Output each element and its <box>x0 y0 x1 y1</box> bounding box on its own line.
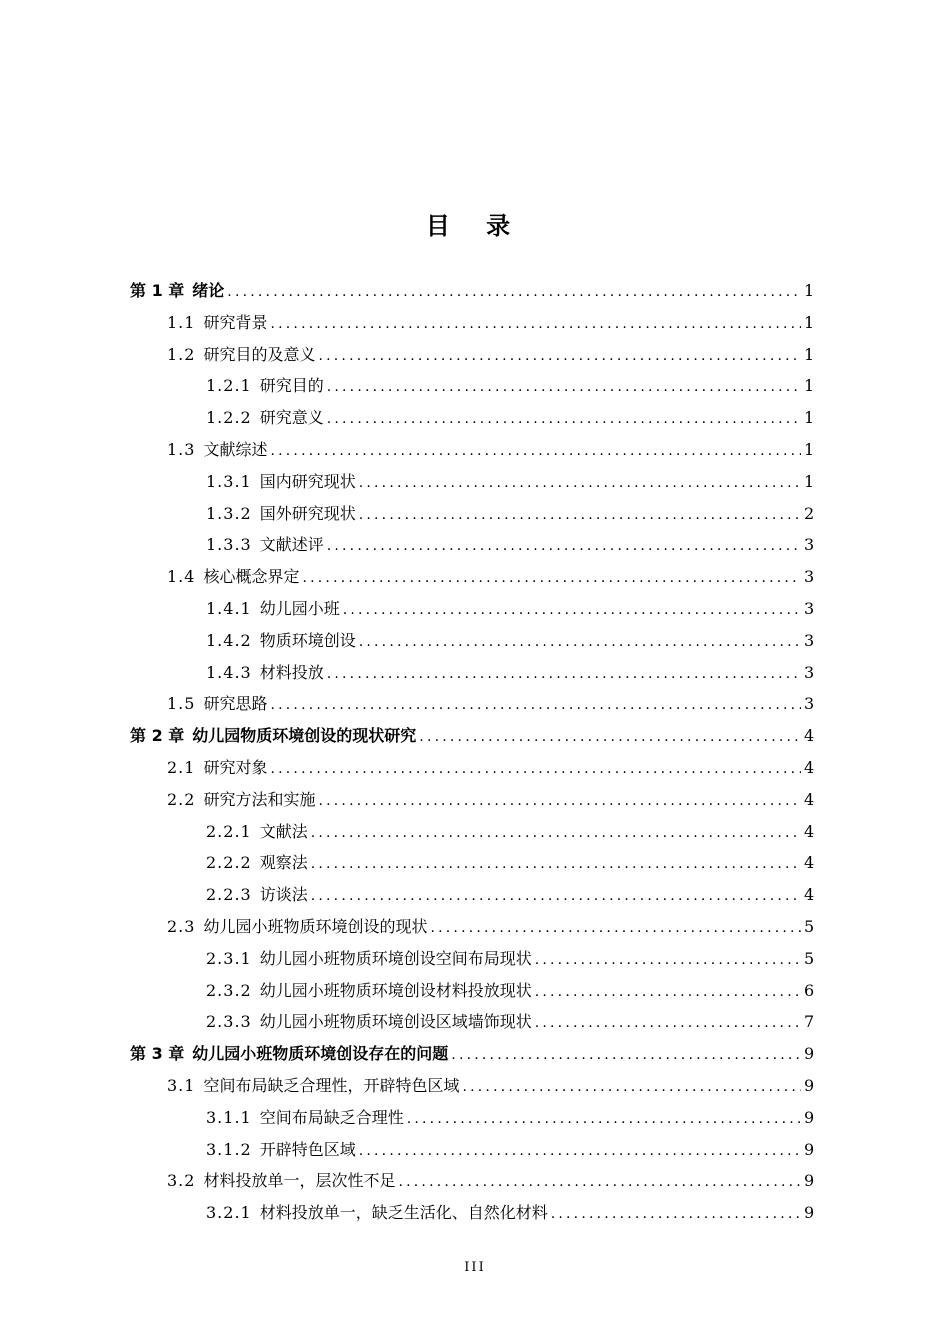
toc-leader-dots <box>419 722 801 754</box>
toc-leader-dots <box>430 913 801 945</box>
toc-entry-number: 1.4.1 <box>206 598 252 618</box>
toc-leader-dots <box>398 1167 801 1199</box>
toc-entry-page: 3 <box>804 567 815 587</box>
toc-leader-dots <box>451 1040 801 1072</box>
toc-entry-text: 材料投放 <box>259 662 324 682</box>
toc-entry-number: 2.2 <box>167 789 196 809</box>
toc-entry-text: 幼儿园小班 <box>259 598 340 618</box>
toc-list <box>130 275 814 1229</box>
toc-entry[interactable] <box>130 307 814 339</box>
toc-entry[interactable] <box>130 434 814 466</box>
toc-entry-label <box>206 370 324 402</box>
toc-entry-text: 观察法 <box>259 853 308 873</box>
toc-entry-label <box>130 720 416 752</box>
toc-entry-text: 研究思路 <box>203 694 268 714</box>
toc-leader-dots <box>551 1199 801 1231</box>
toc-leader-dots <box>535 945 801 977</box>
toc-entry-label <box>206 1134 356 1166</box>
toc-leader-dots <box>270 436 801 468</box>
toc-entry[interactable] <box>130 943 814 975</box>
toc-entry[interactable] <box>130 1006 814 1038</box>
toc-entry-text: 幼儿园小班物质环境创设区域墙饰现状 <box>259 1012 532 1032</box>
toc-entry-label <box>206 1197 548 1229</box>
toc-leader-dots <box>327 531 801 563</box>
toc-entry-text: 物质环境创设 <box>259 630 356 650</box>
toc-entry-number: 1.4 <box>167 567 196 587</box>
toc-entry-text: 研究目的及意义 <box>203 344 316 364</box>
toc-entry-page: 7 <box>804 1012 815 1032</box>
toc-entry-page: 3 <box>804 694 815 714</box>
toc-entry-label <box>167 752 267 784</box>
toc-entry-number: 3.2 <box>167 1171 196 1191</box>
toc-entry-text: 幼儿园小班物质环境创设空间布局现状 <box>259 948 532 968</box>
toc-entry[interactable] <box>130 1070 814 1102</box>
toc-entry-number: 2.3.1 <box>206 948 252 968</box>
toc-entry[interactable] <box>130 466 814 498</box>
toc-entry-page: 4 <box>804 757 815 777</box>
toc-leader-dots <box>270 690 801 722</box>
toc-entry-page: 6 <box>804 980 815 1000</box>
toc-entry-label <box>206 847 308 879</box>
toc-entry-text: 研究方法和实施 <box>203 789 316 809</box>
toc-entry-text: 文献述评 <box>259 535 324 555</box>
toc-entry-number: 1.4.3 <box>206 662 252 682</box>
toc-entry-label <box>206 529 324 561</box>
toc-entry-page: 4 <box>804 726 815 746</box>
toc-entry[interactable] <box>130 720 814 752</box>
toc-entry-label <box>167 339 315 371</box>
toc-entry-label <box>206 466 356 498</box>
toc-entry-text: 研究目的 <box>259 376 324 396</box>
toc-entry-label <box>130 1038 448 1070</box>
toc-entry[interactable] <box>130 593 814 625</box>
toc-entry-number: 2.3 <box>167 916 196 936</box>
toc-entry-label <box>206 975 532 1007</box>
toc-entry-number: 第 2 章 <box>130 726 185 746</box>
toc-entry-number: 1.5 <box>167 694 196 714</box>
toc-entry-number: 2.2.1 <box>206 821 252 841</box>
toc-entry-label <box>206 657 324 689</box>
toc-entry-page: 2 <box>804 503 815 523</box>
toc-entry-label <box>206 498 356 530</box>
toc-leader-dots <box>311 849 801 881</box>
toc-entry-text: 研究背景 <box>203 312 268 332</box>
toc-entry-number: 1.3.1 <box>206 471 252 491</box>
toc-entry-page: 4 <box>804 821 815 841</box>
toc-entry[interactable] <box>130 1134 814 1166</box>
toc-entry-page: 9 <box>804 1171 815 1191</box>
toc-entry-text: 访谈法 <box>259 885 308 905</box>
toc-entry-label <box>206 402 324 434</box>
toc-entry[interactable] <box>130 1102 814 1134</box>
toc-entry-page: 1 <box>804 408 815 428</box>
toc-leader-dots <box>535 977 801 1009</box>
toc-entry-label <box>167 784 315 816</box>
toc-leader-dots <box>327 404 801 436</box>
toc-entry-label <box>167 688 267 720</box>
toc-entry-text: 空间布局缺乏合理性，开辟特色区域 <box>203 1075 460 1095</box>
toc-entry-page: 3 <box>804 630 815 650</box>
toc-entry-text: 绪论 <box>192 281 225 300</box>
toc-entry[interactable] <box>130 402 814 434</box>
toc-entry[interactable] <box>130 275 814 307</box>
toc-entry-page: 9 <box>804 1139 815 1159</box>
toc-entry-text: 幼儿园小班物质环境创设材料投放现状 <box>259 980 532 1000</box>
toc-entry-text: 研究意义 <box>259 408 324 428</box>
toc-entry-label <box>206 816 308 848</box>
toc-leader-dots <box>311 881 801 913</box>
toc-entry-text: 幼儿园小班物质环境创设的现状 <box>203 916 428 936</box>
toc-entry-number: 第 1 章 <box>130 281 185 300</box>
toc-entry-page: 5 <box>804 916 815 936</box>
toc-leader-dots <box>302 563 801 595</box>
toc-leader-dots <box>407 1104 801 1136</box>
toc-entry-number: 1.3.2 <box>206 503 252 523</box>
toc-entry[interactable] <box>130 816 814 848</box>
toc-leader-dots <box>535 1008 801 1040</box>
toc-entry-label <box>167 1165 395 1197</box>
toc-entry-page: 9 <box>804 1075 815 1095</box>
toc-title: 目 录 <box>425 212 525 240</box>
toc-entry-page: 3 <box>804 662 815 682</box>
toc-entry-label <box>167 307 267 339</box>
toc-entry-number: 1.3 <box>167 439 196 459</box>
toc-entry-text: 空间布局缺乏合理性 <box>259 1107 404 1127</box>
toc-entry[interactable] <box>130 911 814 943</box>
toc-entry-text: 开辟特色区域 <box>259 1139 356 1159</box>
toc-entry[interactable] <box>130 847 814 879</box>
toc-entry[interactable] <box>130 975 814 1007</box>
toc-leader-dots <box>270 754 801 786</box>
toc-entry[interactable] <box>130 879 814 911</box>
toc-leader-dots <box>359 468 801 500</box>
toc-leader-dots <box>462 1072 801 1104</box>
toc-entry-text: 文献法 <box>259 821 308 841</box>
toc-entry-page: 1 <box>804 439 815 459</box>
toc-leader-dots <box>343 595 801 627</box>
toc-leader-dots <box>318 786 801 818</box>
toc-leader-dots <box>227 277 801 309</box>
toc-entry[interactable] <box>130 752 814 784</box>
toc-entry-page: 4 <box>804 853 815 873</box>
toc-entry-label <box>167 434 267 466</box>
toc-entry[interactable] <box>130 784 814 816</box>
toc-entry-page: 3 <box>804 535 815 555</box>
toc-entry-number: 2.2.2 <box>206 853 252 873</box>
toc-entry-page: 4 <box>804 789 815 809</box>
toc-entry-page: 1 <box>804 344 815 364</box>
toc-entry-page: 3 <box>804 598 815 618</box>
toc-entry[interactable] <box>130 498 814 530</box>
toc-entry-page: 1 <box>804 312 815 332</box>
toc-entry-page: 1 <box>804 376 815 396</box>
toc-leader-dots <box>359 500 801 532</box>
toc-entry-number: 2.1 <box>167 757 196 777</box>
toc-entry[interactable] <box>130 625 814 657</box>
page-number: III <box>464 1260 486 1275</box>
toc-entry[interactable] <box>130 1165 814 1197</box>
toc-entry-number: 1.4.2 <box>206 630 252 650</box>
toc-entry-text: 幼儿园物质环境创设的现状研究 <box>192 726 417 746</box>
toc-entry-label <box>206 1102 404 1134</box>
toc-entry-label <box>206 625 356 657</box>
toc-entry-text: 幼儿园小班物质环境创设存在的问题 <box>192 1044 449 1064</box>
toc-entry[interactable] <box>130 561 814 593</box>
toc-entry-text: 材料投放单一，缺乏生活化、自然化材料 <box>259 1203 548 1223</box>
toc-entry-number: 3.1 <box>167 1075 196 1095</box>
toc-entry[interactable] <box>130 529 814 561</box>
toc-entry-label <box>130 275 224 307</box>
toc-entry-number: 1.3.3 <box>206 535 252 555</box>
toc-entry-text: 研究对象 <box>203 757 268 777</box>
toc-entry-page: 4 <box>804 885 815 905</box>
toc-entry-number: 1.2 <box>167 344 196 364</box>
toc-entry-number: 2.2.3 <box>206 885 252 905</box>
toc-leader-dots <box>311 818 801 850</box>
toc-entry-number: 1.2.2 <box>206 408 252 428</box>
toc-entry-label <box>206 879 308 911</box>
toc-entry[interactable] <box>130 1197 814 1229</box>
toc-leader-dots <box>359 1136 801 1168</box>
toc-entry-page: 1 <box>804 471 815 491</box>
toc-entry-label <box>167 1070 459 1102</box>
toc-leader-dots <box>327 372 801 404</box>
toc-entry-page: 9 <box>804 1107 815 1127</box>
toc-entry-page: 9 <box>804 1044 815 1064</box>
toc-leader-dots <box>318 341 801 373</box>
toc-entry-number: 3.2.1 <box>206 1203 252 1223</box>
toc-entry-page: 1 <box>804 281 815 300</box>
toc-entry-number: 2.3.2 <box>206 980 252 1000</box>
toc-entry[interactable] <box>130 1038 814 1070</box>
toc-entry-text: 国外研究现状 <box>259 503 356 523</box>
toc-entry-page: 9 <box>804 1203 815 1223</box>
toc-entry-label <box>167 561 299 593</box>
toc-leader-dots <box>270 309 801 341</box>
toc-entry-number: 3.1.1 <box>206 1107 252 1127</box>
toc-entry-text: 材料投放单一，层次性不足 <box>203 1171 396 1191</box>
toc-entry-text: 文献综述 <box>203 439 268 459</box>
toc-entry-text: 核心概念界定 <box>203 567 300 587</box>
toc-entry-label <box>206 1006 532 1038</box>
toc-entry-page: 5 <box>804 948 815 968</box>
toc-leader-dots <box>359 627 801 659</box>
toc-entry-number: 3.1.2 <box>206 1139 252 1159</box>
toc-leader-dots <box>327 659 801 691</box>
toc-entry-text: 国内研究现状 <box>259 471 356 491</box>
toc-entry[interactable] <box>130 339 814 371</box>
toc-entry-number: 1.2.1 <box>206 376 252 396</box>
toc-entry-label <box>206 943 532 975</box>
toc-entry-label <box>167 911 427 943</box>
toc-entry[interactable] <box>130 370 814 402</box>
toc-entry-number: 第 3 章 <box>130 1044 185 1064</box>
toc-entry-number: 1.1 <box>167 312 196 332</box>
toc-entry[interactable] <box>130 657 814 689</box>
toc-entry[interactable] <box>130 688 814 720</box>
toc-entry-label <box>206 593 340 625</box>
toc-entry-number: 2.3.3 <box>206 1012 252 1032</box>
